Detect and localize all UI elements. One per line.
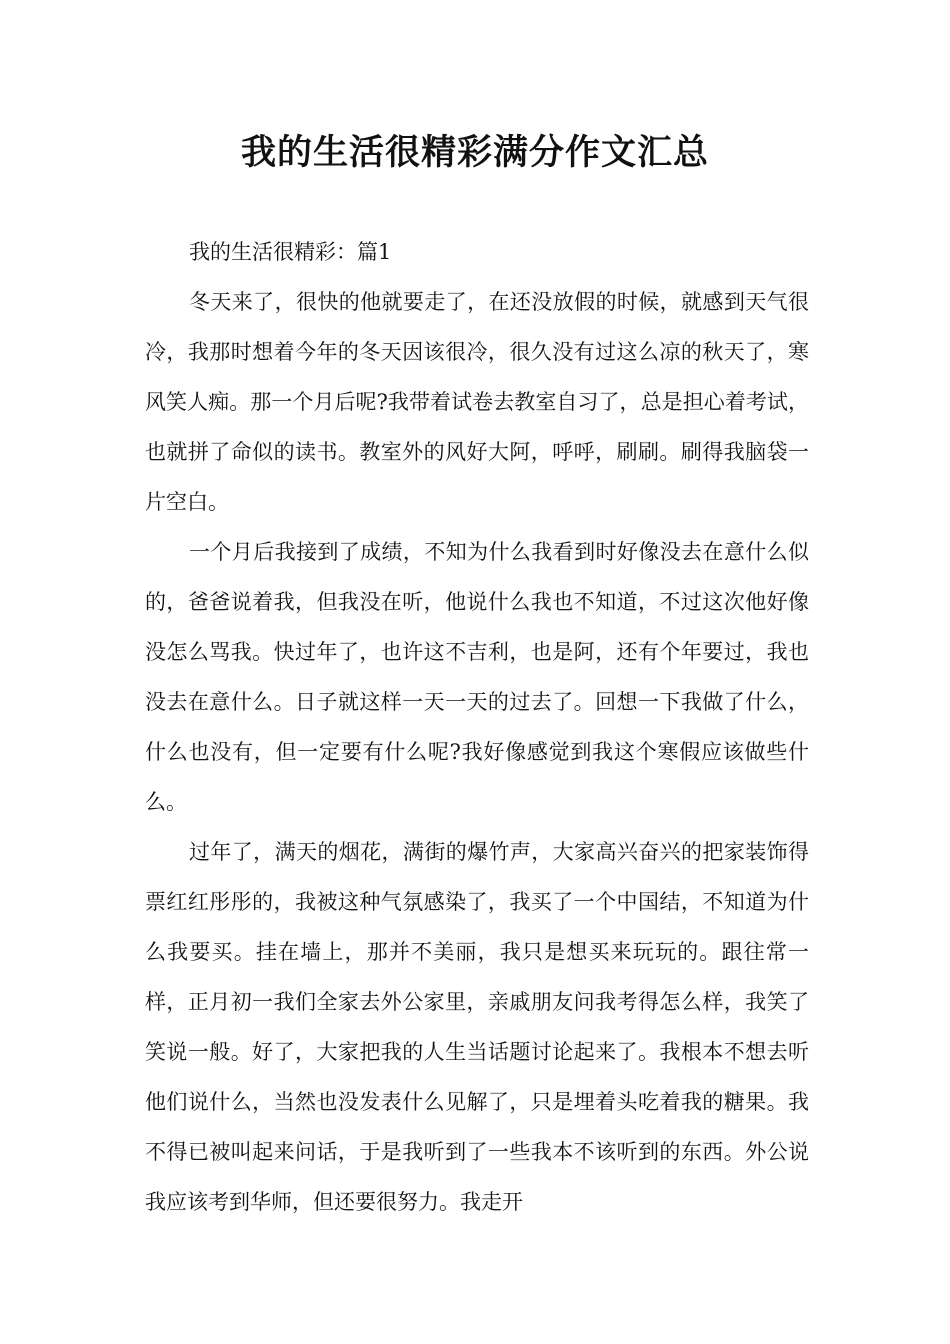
paragraph-3: 过年了，满天的烟花，满街的爆竹声，大家高兴奋兴的把家装饰得票红红彤彤的，我被这种气氛感染了，我买了一个中国结，不知道为什么我要买。挂在墙上，那并不美丽，我只是想买来玩玩的。跟往常一样，正月初一我们全家去外公家里，亲戚朋友问我考得怎么样，我笑了笑说一般。好了，大家把我的人生当话题讨论起来了。我根本不想去听他们说什么，当然也没发表什么见解了，只是埋着头吃着我的糖果。我不得已被叫起来问话，于是我听到了一些我本不该听到的东西。外公说我应该考到华师，但还要很努力。我走开	[145, 840, 809, 1214]
section-heading: 我的生活很精彩：篇1	[189, 240, 392, 264]
document-title: 我的生活很精彩满分作文汇总	[240, 132, 709, 173]
paragraph-1: 冬天来了，很快的他就要走了，在还没放假的时候，就感到天气很冷，我那时想着今年的冬天因该很冷，很久没有过这么凉的秋天了，寒风笑人痴。那一个月后呢?我带着试卷去教室自习了，总是担心着考试，也就拼了命似的读书。教室外的风好大阿，呼呼，刷刷。刷得我脑袋一片空白。	[145, 290, 809, 514]
paragraph-2: 一个月后我接到了成绩，不知为什么我看到时好像没去在意什么似的，爸爸说着我，但我没在听，他说什么我也不知道，不过这次他好像没怎么骂我。快过年了，也许这不吉利，也是阿，还有个年要过，我也没去在意什么。日子就这样一天一天的过去了。回想一下我做了什么，什么也没有，但一定要有什么呢?我好像感觉到我这个寒假应该做些什么。	[145, 540, 809, 814]
document-body	[145, 227, 809, 1227]
